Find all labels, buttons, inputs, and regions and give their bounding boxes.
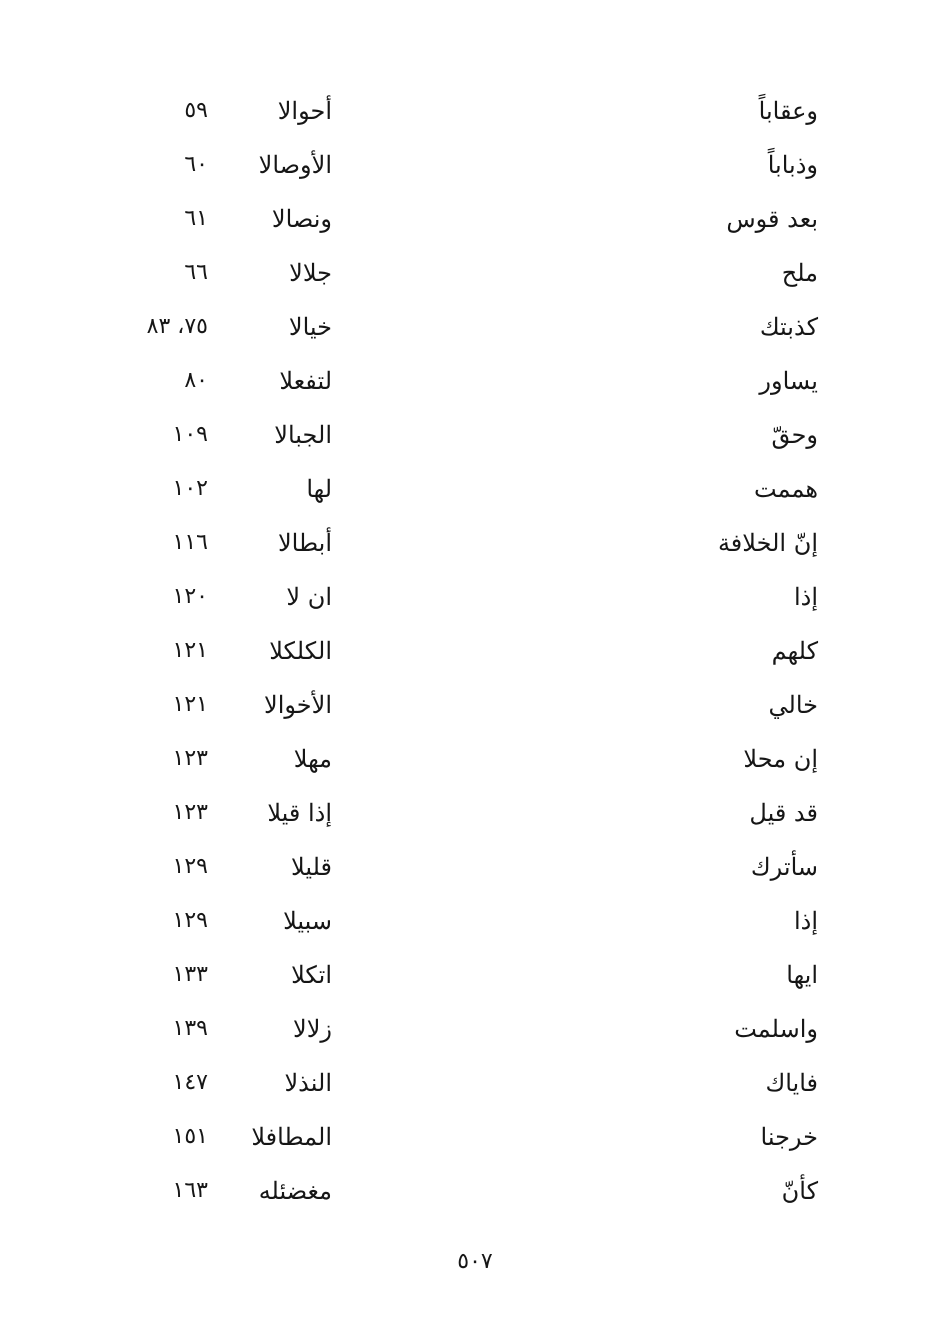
index-row: [0, 624, 950, 678]
verse-rhyme-word: الكلكلا: [269, 637, 332, 665]
verse-first-word: خرجنا: [760, 1123, 818, 1151]
page-reference: ١٤٧: [172, 1070, 208, 1095]
index-row: [0, 462, 950, 516]
verse-first-word: هممت: [754, 475, 818, 503]
verse-first-word: وحقّ: [771, 421, 818, 449]
page-reference: ١٠٩: [172, 422, 208, 447]
verse-first-word: ايها: [786, 961, 818, 989]
verse-first-word: بعد قوس: [726, 205, 818, 233]
index-row: [0, 300, 950, 354]
index-row: [0, 840, 950, 894]
verse-first-word: إذا: [793, 907, 818, 935]
verse-first-word: وعقاباً: [758, 97, 818, 125]
index-row: [0, 516, 950, 570]
page-reference: ١٢٣: [172, 800, 208, 825]
page-reference: ٦٦: [184, 260, 208, 285]
index-row: [0, 1002, 950, 1056]
verse-first-word: خالي: [768, 691, 818, 719]
verse-rhyme-word: قليلا: [291, 853, 332, 881]
verse-first-word: كلهم: [771, 637, 818, 665]
verse-first-word: ملح: [781, 259, 818, 287]
verse-rhyme-word: إذا قيلا: [267, 799, 332, 827]
page-reference: ١٢١: [172, 638, 208, 663]
verse-first-word: سأترك: [750, 853, 818, 881]
index-row: [0, 786, 950, 840]
index-row: [0, 1056, 950, 1110]
verse-rhyme-word: النذلا: [284, 1069, 332, 1097]
verse-first-word: كأنّ: [781, 1177, 818, 1205]
page-reference: ١٢١: [172, 692, 208, 717]
verse-rhyme-word: الأخوالا: [264, 691, 332, 719]
page-reference: ٦١: [184, 206, 208, 231]
index-row: [0, 408, 950, 462]
page-reference: ١٦٣: [172, 1178, 208, 1203]
verse-rhyme-word: زلالا: [293, 1015, 332, 1043]
verse-rhyme-word: لها: [306, 475, 332, 503]
verse-rhyme-word: خيالا: [288, 313, 332, 341]
index-row: [0, 1164, 950, 1218]
page-reference: ١٢٩: [172, 908, 208, 933]
verse-first-word: وذباباً: [767, 151, 818, 179]
index-row: [0, 1110, 950, 1164]
verse-rhyme-word: ان لا: [286, 583, 332, 611]
page-reference: ١٢٩: [172, 854, 208, 879]
index-row: [0, 948, 950, 1002]
verse-rhyme-word: ونصالا: [271, 205, 332, 233]
verse-rhyme-word: المطافلا: [251, 1123, 332, 1151]
verse-first-word: إنّ الخلافة: [717, 529, 818, 557]
index-row: [0, 354, 950, 408]
verse-index-list: [0, 84, 950, 1218]
verse-rhyme-word: الأوصالا: [258, 151, 332, 179]
verse-first-word: إن محلا: [743, 745, 818, 773]
verse-rhyme-word: مهلا: [293, 745, 332, 773]
verse-first-word: واسلمت: [734, 1015, 818, 1043]
page-reference: ١٥١: [172, 1124, 208, 1149]
verse-rhyme-word: الجبالا: [274, 421, 332, 449]
verse-rhyme-word: جلالا: [289, 259, 332, 287]
index-row: [0, 192, 950, 246]
index-row: [0, 570, 950, 624]
verse-first-word: كذبتك: [759, 313, 818, 341]
verse-rhyme-word: سبيلا: [283, 907, 332, 935]
page-reference: ١١٦: [172, 530, 208, 555]
page-reference: ١٢٠: [172, 584, 208, 609]
page-reference: ٥٩: [184, 98, 208, 123]
index-row: [0, 894, 950, 948]
verse-rhyme-word: أحوالا: [277, 97, 332, 125]
verse-first-word: إذا: [793, 583, 818, 611]
page-number: ٥٠٧: [457, 1249, 493, 1274]
page-reference: ١٠٢: [172, 476, 208, 501]
page-reference: ١٣٣: [172, 962, 208, 987]
verse-first-word: يساور: [759, 367, 818, 395]
page-reference: ٦٠: [184, 152, 208, 177]
page-reference: ١٢٣: [172, 746, 208, 771]
verse-first-word: قد قيل: [749, 799, 818, 827]
index-row: [0, 678, 950, 732]
verse-rhyme-word: اتكلا: [291, 961, 332, 989]
verse-rhyme-word: أبطالا: [277, 529, 332, 557]
page-reference: ٧٥، ٨٣: [146, 314, 208, 339]
verse-rhyme-word: مغضئله: [258, 1177, 332, 1205]
index-row: [0, 246, 950, 300]
index-row: [0, 84, 950, 138]
page-reference: ٨٠: [184, 368, 208, 393]
verse-rhyme-word: لتفعلا: [279, 367, 332, 395]
index-row: [0, 732, 950, 786]
index-row: [0, 138, 950, 192]
verse-first-word: فاياك: [765, 1069, 818, 1097]
page-reference: ١٣٩: [172, 1016, 208, 1041]
